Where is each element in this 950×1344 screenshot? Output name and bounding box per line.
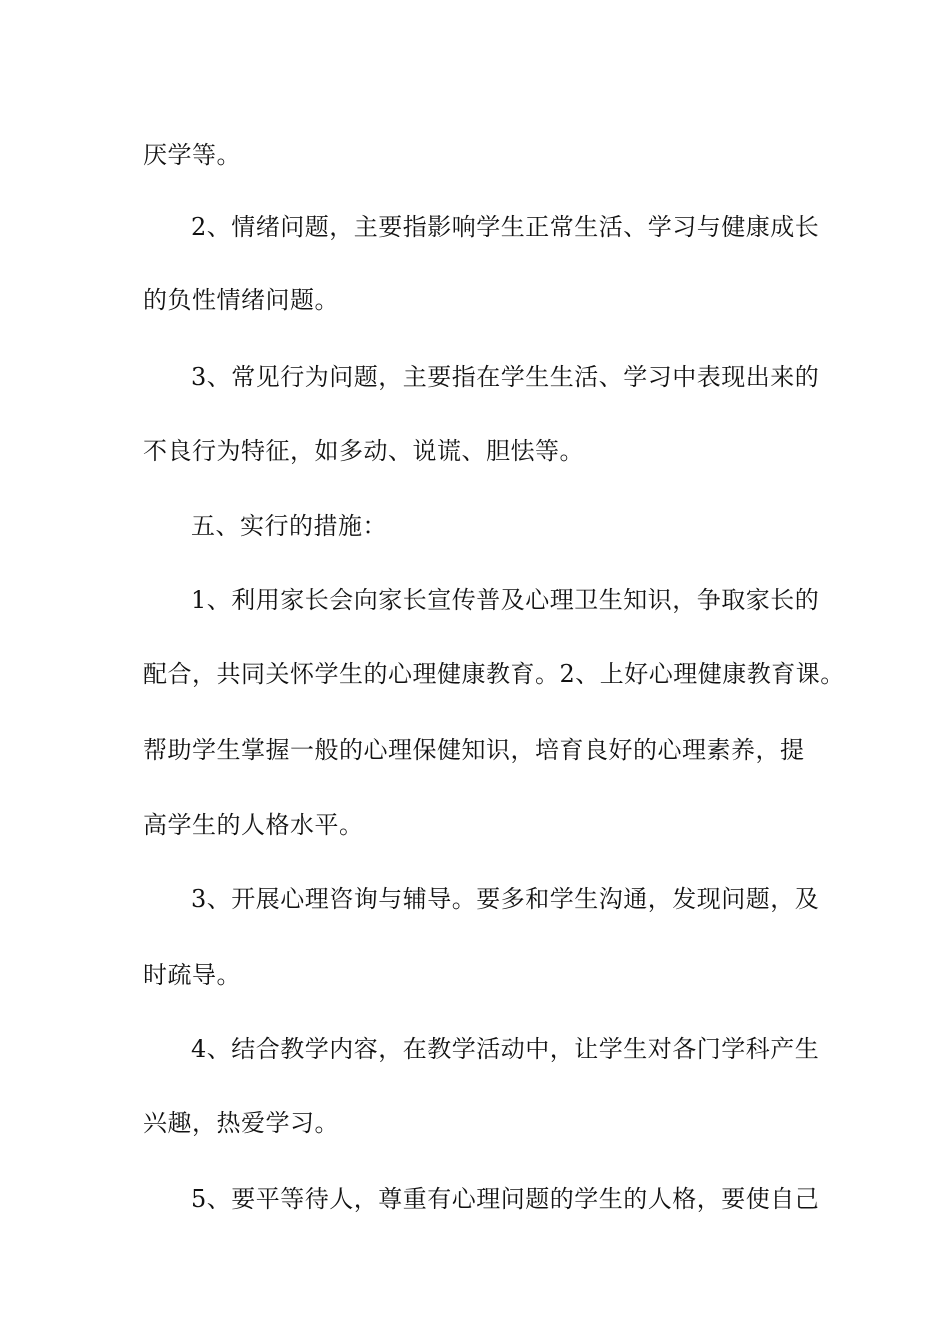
text-line: 高学生的人格水平。 (143, 811, 364, 839)
text-line: 2、情绪问题，主要指影响学生正常生活、学习与健康成长 (191, 213, 820, 241)
text-line: 5、要平等待人，尊重有心理问题的学生的人格，要使自己 (191, 1185, 820, 1213)
section-heading: 五、实行的措施： (191, 512, 387, 540)
text-line: 3、开展心理咨询与辅导。要多和学生沟通，发现问题，及 (191, 885, 820, 913)
text-line: 兴趣，热爱学习。 (143, 1109, 339, 1137)
text-line: 4、结合教学内容，在教学活动中，让学生对各门学科产生 (191, 1035, 820, 1063)
text-line: 1、利用家长会向家长宣传普及心理卫生知识，争取家长的 (191, 586, 820, 614)
text-line: 时疏导。 (143, 961, 241, 989)
text-line: 配合，共同关怀学生的心理健康教育。2、上好心理健康教育课。 (143, 660, 845, 688)
text-line: 厌学等。 (143, 141, 241, 169)
text-line: 帮助学生掌握一般的心理保健知识，培育良好的心理素养，提 (143, 736, 805, 764)
text-line: 3、常见行为问题，主要指在学生生活、学习中表现出来的 (191, 363, 820, 391)
text-line: 不良行为特征，如多动、说谎、胆怯等。 (143, 437, 584, 465)
text-line: 的负性情绪问题。 (143, 286, 339, 314)
